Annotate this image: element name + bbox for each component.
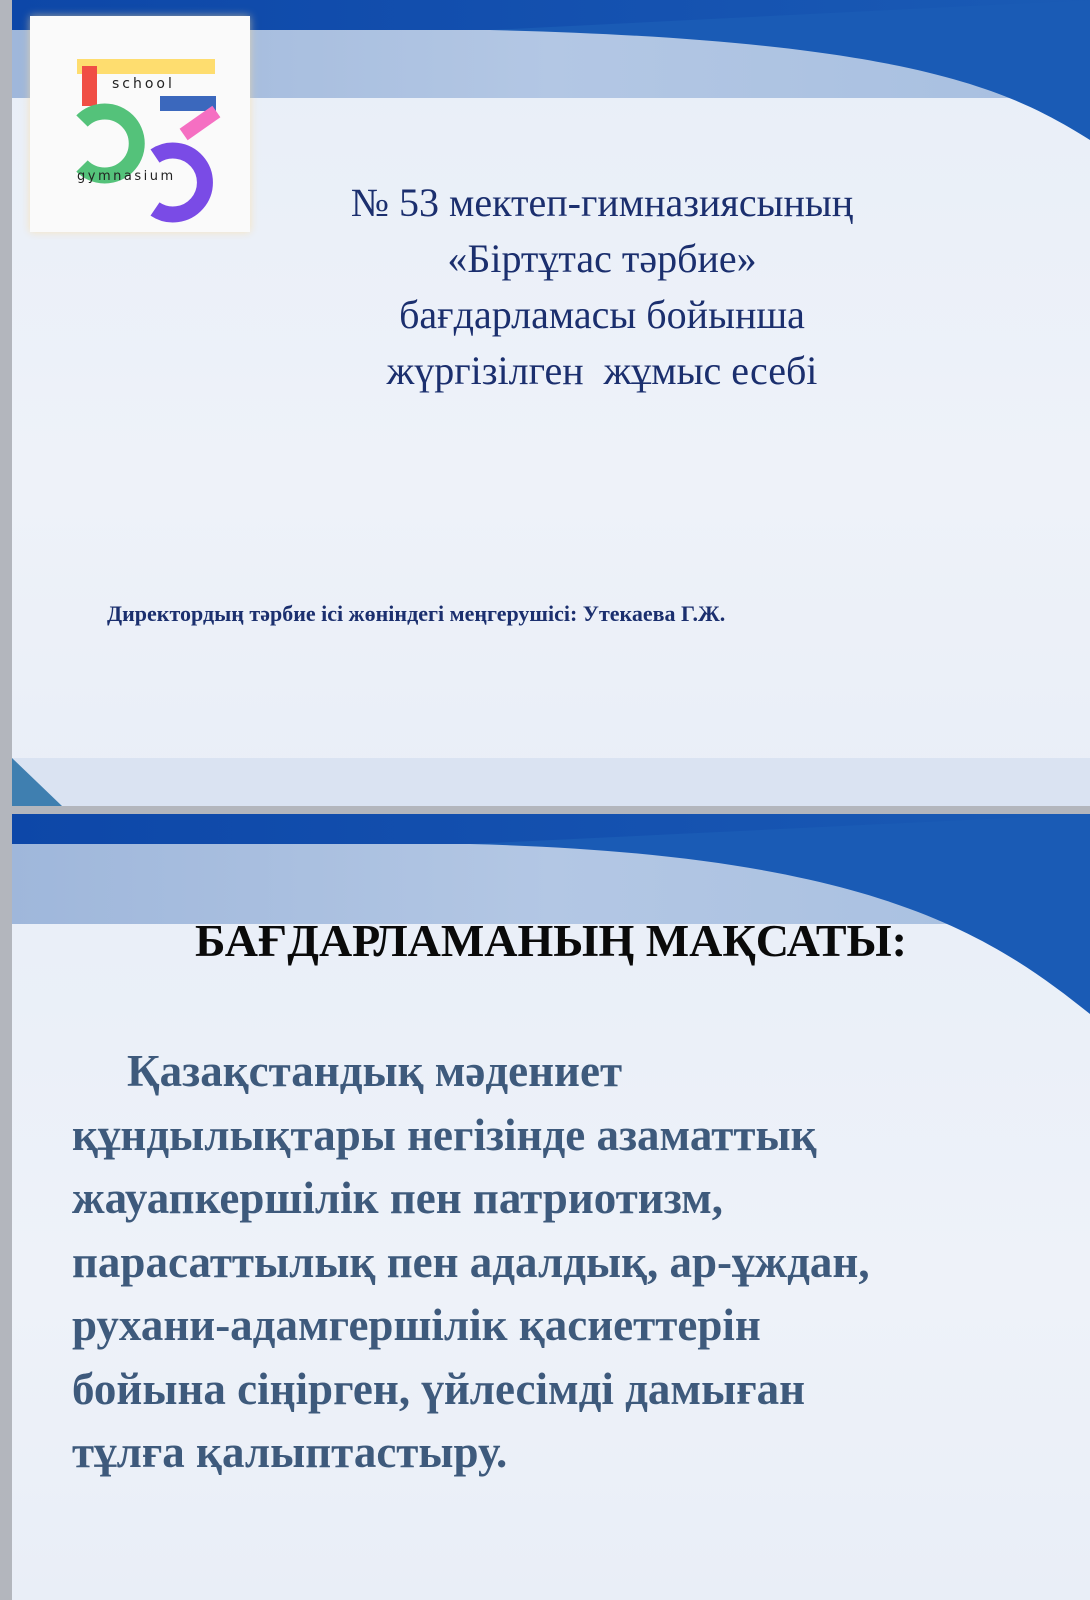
author-line: Директордың тәрбие ісі жөніндегі меңгерушісі: Утекаева Г.Ж. [107, 601, 726, 626]
header-wave [490, 0, 1090, 140]
goal-line: рухани-адамгершілік қасиеттерін [72, 1300, 761, 1350]
goal-text [72, 1040, 870, 1485]
footer-corner [12, 758, 62, 806]
title-line: бағдарламасы бойынша [399, 292, 805, 337]
goal-line: жауапкершілік пен патриотизм, [72, 1173, 724, 1223]
svg-text:gymnasium: gymnasium [77, 169, 176, 184]
goal-line: құндылықтары негізінде азаматтық [72, 1109, 817, 1160]
title-line: «Біртұтас тәрбие» [447, 236, 757, 281]
goal-line: тұлға қалыптастыру. [72, 1427, 508, 1477]
school-logo [30, 16, 250, 232]
slide-heading: БАҒДАРЛАМАНЫҢ МАҚСАТЫ: [195, 915, 907, 966]
slide-2[interactable] [12, 814, 1090, 1600]
svg-text:school: school [112, 76, 175, 92]
title-line: № 53 мектеп-гимназиясының [350, 180, 854, 225]
slide-1[interactable] [12, 0, 1090, 806]
title-line: жүргізілген жұмыс есебі [386, 348, 818, 393]
footer-band [12, 758, 1090, 806]
goal-line: Қазақстандық мәдениет [127, 1046, 623, 1096]
slide-title [252, 175, 952, 399]
goal-line: бойына сіңірген, үйлесімді дамыған [72, 1363, 806, 1414]
goal-line: парасаттылық пен адалдық, ар-ұждан, [72, 1236, 870, 1287]
